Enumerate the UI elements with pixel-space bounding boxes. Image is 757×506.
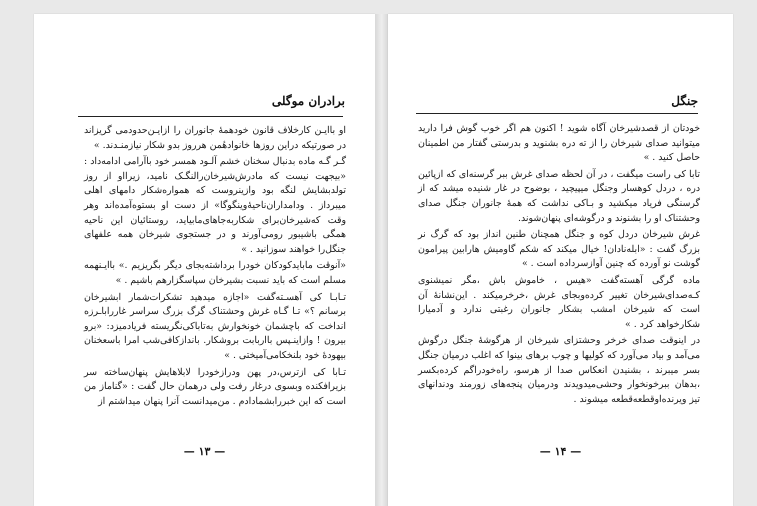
left-paragraph: «آنوقت مابایدکودکان خودرا برداشته‌بجای دیگر بگریزیم .» باایـنهمه مسلم است که باید نسبت بشیرخان سپاسگزارهم باشیم . » [84, 260, 346, 286]
right-paragraph: غرش شیرخان دردل کوه و جنگل همچنان طنین انداز بود که گرگ نر بزرگ گفت : «ابله‌نادان! خیال میکند که شکم گاومیش هارابین پیرامون گوشت نو آورده که چنین آوازسرداده است . » [418, 229, 700, 270]
left-page-number: — ۱۳ — [183, 445, 226, 458]
left-page [34, 14, 375, 506]
left-page-footer [34, 445, 375, 458]
right-paragraph: خودتان از قصدشیرخان آگاه شوید ! اکنون هم اگر خوب گوش فرا دارید میتوانید صدای شیرخان را از ته دره بشنوید و بدرستی گفتار من اطمینان حاصل کنید . » [418, 123, 700, 164]
left-header-rule [78, 116, 343, 117]
right-paragraph: در اینوقت صدای خرخر وحشتزای شیرخان از هرگوشهٔ جنگل درگوش می‌آمد و بیاد می‌آورد که کولیها و چوب برهای بینوا که اغلب درمیان جنگل بسر میبرند ، بشنیدن انعکاس صدا از هرسو، راه‌خودرا‌گم کرده‌بکسر ،بدهان ببرخونخوار وحشی‌میدویدند ودرمیان پنجه‌های زورمند ودندانهای تیز ویرنده‌‌اوقطعه‌قطعه میشوند . [418, 335, 700, 405]
left-paragraph: تـابا کی ازترس،در پهن ودرازخودرا لابلاهایش پنهان‌ساخته سر بزیرافکنده وبسوی درغار رفت ولی درهمان حال گفت : «گناماز من است که این خبررابشمادادم . من‌میدانست آنرا پنهان میداشتم از [84, 366, 346, 407]
right-page-body [418, 122, 700, 409]
right-page-header: جنگل [671, 94, 698, 108]
right-paragraph: تابا کی راست میگفت ، در آن لحظه صدای غرش ببر گرسنه‌ای که ازپائین دره ، دردل کوهسار وجنگل میپیچید ، بوضوح در غار شنیده میشد که از گرسنگی فریاد میکشید و بـاکی نداشت که همهٔ جانوران جنگل صدای وحشتناک او را بشنوند و درگوشه‌ای پنهان‌شوند. [418, 168, 700, 224]
left-paragraph: او باایـن کارخلاف قانون خودهمهٔ جانوران را ازایـن‌حدودمی گریزاند در صورتیکه دراین روزها خانوادهٔمن هرروز بدو شکار نیازمنـدند. » [84, 125, 346, 151]
right-paragraph: ماده گرگی آهسته‌گفت «هیس ، خاموش باش ،مگر نمیشنوی کـه‌صدای‌شیرخان تغییر کرده‌وبجای غرش ،خرخرمیکند . این‌نشانهٔ آن است که شیرخان امشب بشکار جانوران رغبتی ندارد و آدمیارا شکارخواهد کرد . » [418, 274, 700, 330]
right-header-rule [416, 113, 698, 114]
book-gutter [375, 14, 388, 506]
left-paragraph: تـابـا کی آهسـته‌گفت «اجازه میدهید تشکرات‌شمار ابشیرخان برسانم ؟» تـا گـاه غرش وحشتناک گرگ بزرگ سراسر غارراباـرزه انداخت که باچشمان خونخوارش به‌تابا‌کی‌نگریسته فریادمیزد: «برو بیرون ! وازاینـپس بااربابت بروشکار. بانداز‌کافی‌شب امرا باسعخنان بیهودهٔ خود بلنخکامی‌آمیختی . » [84, 291, 346, 361]
left-page-body [84, 124, 346, 411]
right-page-number: — ۱۴ — [539, 445, 582, 458]
left-paragraph: گـر گـه ماده بدنبال سخنان خشم آلـود همسر خود باآرامی ادامه‌داد : «بیجهت نیست که مادرش‌شیرخان‌رالنگـک نامید، زیرااو از روز تولدبشا‌یش لنگه بود وازینروست که همواره‌شکار دامهای اهلی میبرد‌از . ودامداران‌ناحیه‌ٔوینگوگا» از دست او بستوه‌آمده‌اند وهر وقت که‌شیرخان‌برای شکاربه‌جاهای‌ما‌بیاید، روستائیان این ناحیه همگی باشیبور رومی‌آورند و در جستجوی شیرخان همه علفهای جنگل‌را خواهند سوزانید . » [84, 156, 346, 255]
right-page [388, 14, 733, 506]
right-page-footer [388, 445, 733, 458]
left-page-header: برادران موگلی [271, 94, 345, 108]
